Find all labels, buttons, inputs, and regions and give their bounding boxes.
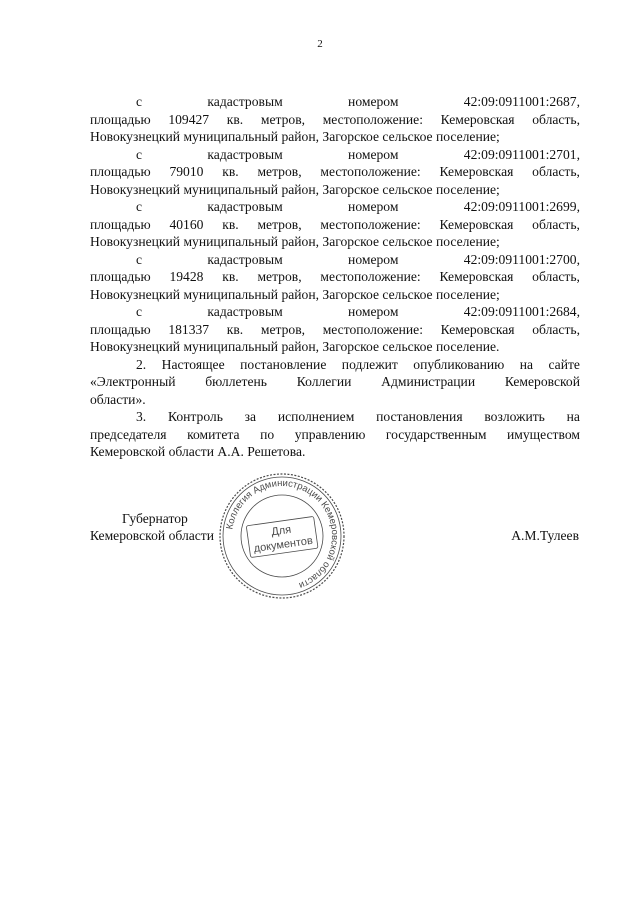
word: кадастровым [207,304,283,319]
word: Кемеровская [439,269,514,284]
parcel-cadastral-line [90,146,580,164]
word: кадастровым [207,94,283,109]
word: кв. [226,111,244,127]
word: площадью [90,164,151,179]
word: 40160 [169,216,204,232]
word: местоположение: [320,216,421,232]
parcel-location-line: Новокузнецкий муниципальный район, Загорское сельское поселение; [90,129,500,144]
word: площадью [90,269,151,284]
word: опубликованию [413,356,505,372]
word: область, [532,269,580,284]
word: кв. [222,269,239,284]
word: номером [348,146,399,162]
word: на [519,356,534,372]
word: 2. [136,356,147,372]
word: имуществом [507,426,580,442]
official-seal-stamp [218,472,346,600]
word: площадью [90,321,151,337]
parcel-location-line: Новокузнецкий муниципальный район, Загорское сельское поселение; [90,181,500,197]
word: номером [348,94,399,109]
word: Кемеровская [439,216,514,232]
word: сайте [548,356,580,372]
page-number: 2 [317,38,323,50]
parcel-cadastral-line [90,303,580,321]
word: постановление [240,356,327,372]
word: метров, [257,164,302,179]
word: кв. [222,216,239,232]
word: кв. [222,164,239,179]
signatory-title-line2: Кемеровской области [90,528,215,543]
document-body [90,93,580,461]
word: местоположение: [320,269,421,284]
parcel-area-line [90,163,580,181]
word: Настоящее [161,356,225,372]
word: 109427 [168,111,210,127]
word: исполнением [277,409,355,424]
word: кадастровым [207,251,283,267]
word: за [244,409,257,424]
stamp-center-line1: Для [270,523,292,539]
word: метров, [257,269,302,284]
parcel-area-line [90,216,580,234]
word: область, [532,164,580,179]
word: номером [348,199,399,214]
stamp-ring-text: Коллегия Администрации Кемеровской области [224,477,341,591]
word: метров, [257,216,302,232]
stamp-center-line2: документов [252,534,314,555]
paragraph3-line2 [90,426,580,444]
signatory-title-line1: Губернатор [122,511,188,526]
word: кв. [226,321,244,337]
word: Кемеровская [440,111,515,127]
word: кадастровым [207,146,283,162]
word: 42:09:0911001:2687, [463,94,580,109]
word: Коллегии [296,374,352,389]
word: метров, [260,321,306,337]
word: Контроль [167,409,223,424]
word: кадастровым [207,199,283,214]
word: 3. [136,409,147,424]
word: местоположение: [322,321,423,337]
word: председателя [90,426,167,442]
word: подлежит [341,356,398,372]
word: «Электронный [90,374,176,389]
word: 79010 [169,164,204,179]
word: 42:09:0911001:2701, [463,146,580,162]
parcel-cadastral-line [90,251,580,269]
word: возложить [484,409,545,424]
word: 181337 [168,321,210,337]
word: местоположение: [320,164,421,179]
word: площадью [90,111,151,127]
word: с [136,94,143,109]
word: местоположение: [322,111,423,127]
parcel-location-line: Новокузнецкий муниципальный район, Загорское сельское поселение; [90,234,500,249]
signatory-name: А.М.Тулеев [511,528,579,543]
word: по [260,426,275,442]
word: область, [532,321,580,337]
word: 42:09:0911001:2684, [463,304,580,319]
parcel-area-line [90,268,580,286]
paragraph2-line3: области». [90,391,146,407]
word: 19428 [169,269,204,284]
word: Кемеровская [439,164,514,179]
parcel-cadastral-line [90,198,580,216]
parcel-area-line [90,321,580,339]
word: постановления [376,409,463,424]
word: с [136,199,143,214]
word: комитета [187,426,240,442]
parcel-cadastral-line [90,93,580,111]
parcel-area-line [90,111,580,129]
word: номером [348,304,399,319]
word: Администрации [381,374,476,389]
paragraph2-line2 [90,373,580,391]
word: управлению [294,426,366,442]
word: 42:09:0911001:2699, [463,199,580,214]
word: Кемеровская [440,321,515,337]
word: область, [532,111,580,127]
word: с [136,251,143,267]
word: область, [532,216,580,232]
parcel-location-line: Новокузнецкий муниципальный район, Загорское сельское поселение. [90,339,500,354]
word: государственным [385,426,487,442]
paragraph2-line1 [90,356,580,374]
paragraph3-line3: Кемеровской области А.А. Решетова. [90,444,306,459]
word: площадью [90,216,151,232]
word: с [136,146,143,162]
paragraph3-line1 [90,408,580,426]
word: номером [348,251,399,267]
word: на [566,409,580,424]
word: метров, [260,111,306,127]
parcel-location-line: Новокузнецкий муниципальный район, Загорское сельское поселение; [90,286,500,302]
word: бюллетень [205,374,267,389]
word: Кемеровской [504,374,580,389]
word: с [136,304,143,319]
word: 42:09:0911001:2700, [463,251,580,267]
